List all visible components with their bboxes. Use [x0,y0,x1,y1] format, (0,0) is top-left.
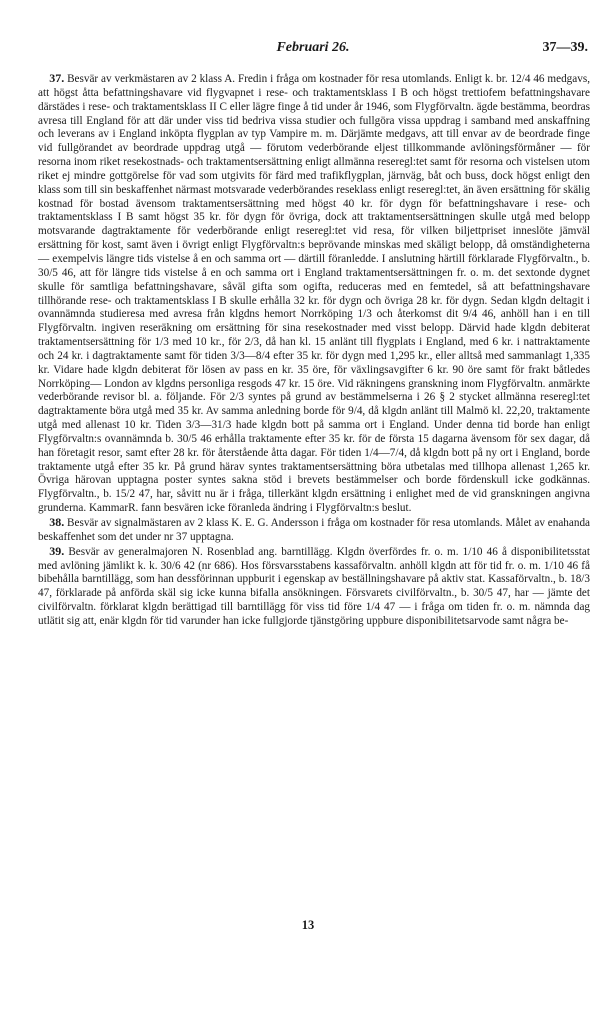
body-text [38,72,590,629]
header-date: Februari 26. [276,40,350,55]
case-text: Besvär av verkmästaren av 2 klass A. Fredin i fråga om kostnader för resa utomlands. Enligt k. br. 12/4 46 medgavs, att högst åtta befattningshavare vid flygvapnet i rese- och traktamentsklass I B och högst trettiofem befattningshavare därstädes i rese- och traktamentsklass II C eller lägre finge å tid under år 1946, som Flygförvaltn. ägde bestämma, beordras avresa till England för att där under viss tid bedriva vissa studier och fullgöra vissa uppdrag i samband med anskaffning och leverans av i England inköpta flygplan av typ Vampire m. m. Därjämte medgavs, att till envar av de beordrade finge vid fullgörandet av beordrade uppdrag utgå — förutom vederbörande eljest tillkommande avlöningsförmåner — för resorna inom riket resekostnads- och traktamentsersättning enligt allmänna reseregl:tet samt för resorna och vistelsen utom riket ej mindre gottgörelse för vad som utgivits för färd med trafikflygplan, järnväg, båt och buss, dock högst enligt den klass som till sin beskaffenhet närmast motsvarade vederbörandes reseklass enligt reseregl:tet, än även ersättning för skälig kostnad för bostad ävensom traktamentsersättning med högst 40 kr. för dygn för befattningshavare i rese- och traktamentsklass I B samt högst 35 kr. för dygn för övriga, dock att traktamentsersättningen skulle utgå med belopp motsvarande dagtraktamente för vederbörande enligt reseregl:tet vid resa, för vilken biljettpriset inneslöte jämväl ersättning för kost, samt även i övrigt enligt Flygförvaltn:s beprövande minskas med skäligt belopp, då omständigheterna — exempelvis längre tids vistelse å en och samma ort — därtill föranledde. I anslutning härtill förklarade Flygförvaltn., b. 30/5 46, att för längre tids vistelse å en och samma ort i England traktamentsersättningen fr. o. m. det sextonde dygnet skulle för samtliga befattningshavare, såväl gifta som ogifta, reduceras med en femtedel, så att befattningshavare tillhörande rese- och traktamentsklass I B skulle erhålla 32 kr. för dygn och övriga 28 kr. för dygn. Sedan klgdn deltagit i ovannämnda studieresa med avresa från klgdns hemort Norrköping 1/3 och återkomst dit 9/4 46, anhöll han i en till Flygförvaltn. ingiven reseräkning om ersättning för sina resekostnader med visst belopp. Därvid hade klgdn debiterat traktamentsersättning för 1/3 med 10 kr., för 2/3, då han kl. 15 anlänt till flygplats i England, med 6 kr. i nattraktamente och 24 kr. i dagtraktamente samt för tiden 3/3—8/4 efter 35 kr. för dygn med 1,295 kr., eller alltså med sammanlagt 1,335 kr. Vidare hade klgdn debiterat för lösen av pass en kr. 35 öre, för växlingsavgifter 6 kr. 90 öre samt för frakt båtledes Norrköping— London av klgdns personliga resgods 47 kr. 15 öre. Vid räkningens granskning inom Flygförvaltn. anmärkte vederbörande revisor bl. a. följande. För 2/3 syntes på grund av bestämmelserna i 26 § 2 stycket allmänna reseregl:tet dagtraktamente böra utgå med 35 kr. Av samma anledning borde för 9/4, då klgdn anlänt till Malmö kl. 22,20, traktamente utgå med allenast 10 kr. Tiden 3/3—31/3 hade klgdn bott på samma ort i England. Under denna tid borde han enligt Flygförvaltn:s ovannämnda b. 30/5 46 erhålla traktamente efter 35 kr. för de första 15 dagarna ävensom för sex dagar, då han företagit resor, samt efter 28 kr. för återstående åtta dagar. För tiden 1/4—7/4, då klgdn bott på ny ort i England, borde traktamente utgå efter 35 kr. På grund härav syntes traktamentsersättning böra utbetalas med tillhopa allenast 1,265 kr. Övriga härovan upptagna poster syntes sakna stöd i brevets bestämmelser och borde fördenskull icke godkännas. Flygförvaltn., b. 15/2 47, har, såvitt nu är i fråga, tillerkänt klgdn ersättning i enlighet med de vid granskningen angivna grunderna. KammarR. fann besvären icke föranleda ändring i Flygförvaltn:s beslut. [38,73,590,515]
page-number: 13 [301,918,315,932]
case-number: 37. [49,71,65,85]
case-text: Besvär av generalmajoren N. Rosenblad ang. barntillägg. Klgdn överfördes fr. o. m. 1/10 46 å disponibilitetsstat med avlöning jämlikt k. k. 30/6 42 (nr 686). Hos försvarsstabens kassaförvaltn. anhöll klgdn att för tid fr. o. m. 1/10 46 få bibehålla barntillägg, som han dessförinnan uppburit i egenskap av beställningshavare på aktiv stat. Kassaförvaltn., b. 18/3 47, förklarade på anförda skäl sig icke kunna bifalla ansökningen. Försvarets civilförvaltn., b. 30/5 47, har — jämte det civilförvaltn. förklarat klgdn berättigad till barntillägg för viss tid före 1/4 47 — i fråga om tiden fr. o. m. nämnda dag utlätit sig att, enär klgdn för tid varunder han icke fullgjorde tjänstgöring uppbure disponibilitetsarvode samt några be- [38,545,590,627]
case-number: 39. [49,543,65,558]
header-item-range: 37—39. [542,40,588,55]
case-item [38,545,590,629]
case-text: Besvär av signalmästaren av 2 klass K. E. G. Andersson i fråga om kostnader för resa utomlands. Målet av enahanda beskaffenhet som det under nr 37 upptagna. [38,517,591,543]
case-item [38,72,590,516]
running-header [38,40,588,60]
case-item [38,516,590,545]
case-number: 38. [49,515,65,529]
